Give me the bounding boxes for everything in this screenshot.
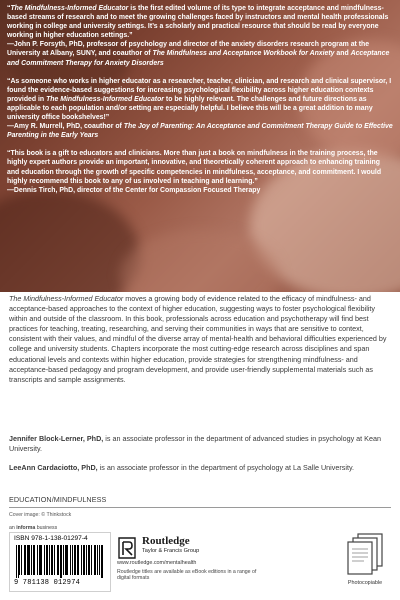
endorsement-quote <box>7 149 393 194</box>
attribution-segment: and <box>334 50 351 58</box>
attribution-segment: —Amy R. Murrell, PhD, coauthor of <box>7 123 124 131</box>
quote-segment: The Mindfulness-Informed Educator <box>10 5 129 12</box>
publisher-group: Taylor & Francis Group <box>142 548 200 554</box>
isbn-number: ISBN 978-1-138-01297-4 <box>14 535 88 542</box>
barcode-bar <box>19 545 20 575</box>
photocopiable-badge <box>338 530 392 590</box>
author-bio <box>9 434 393 454</box>
barcode-bar <box>24 545 25 575</box>
quote-segment: to be highly relevant. The challenges and future directions as applicable to each population and/or setting are especially helpful. I believe this will be a great addition to many university office bookshelves!” <box>7 95 373 122</box>
quote-segment: “This book is a gift to educators and clinicians. More than just a book on mindfulness in the training process, the highly expert authors provide an important, innovative, and theoretically coherent approach to enhancing training and education through the growth of specific competencies in mindfulness, acceptance, and commitment. I would highly recommend this book to any of us involved in teaching and learning.” <box>7 150 382 185</box>
divider-rule <box>9 507 391 508</box>
attribution-segment: —Dennis Tirch, PhD, director of the Center for Compassion Focused Therapy <box>7 186 261 194</box>
barcode-bar <box>65 545 66 575</box>
attribution-segment: The Joy of Parenting: An Acceptance and Commitment Therapy Guide to Effective Parenting in the Early Years <box>7 123 393 140</box>
endorsement-quotes <box>7 4 393 204</box>
publisher-url[interactable]: www.routledge.com/mentalhealth <box>117 560 197 566</box>
endorsement-quote <box>7 77 393 141</box>
barcode-bar <box>52 545 53 575</box>
description-body: moves a growing body of evidence related to the efficacy of mindfulness- and acceptance-based approaches to the context of higher education, suggesting ways to foster psychological flexibility within and outside of the classroom. In this book, professionals across education and psychotherapy will find best practices for teaching, treating, researching, and serving their communities in ways that are sensitive to context, consistent with their values, and mindful of the diverse array of mental-health and behavioral difficulties experienced by college and university students. Chapters incorporate the most cutting-edge research across disciplines and span educational levels and contexts within higher education, provide strategies for strengthening mindfulness- and acceptance-based pedagogy and program development, and provide user-friendly supplemental materials such as transcripts and sample assignments. <box>9 294 387 384</box>
endorsement-quote <box>7 4 393 68</box>
attribution-segment: Acceptance and Commitment Therapy for Anxiety Disorders <box>7 50 390 67</box>
informa-suffix: business <box>35 525 58 531</box>
barcode-bar <box>70 545 71 575</box>
barcode-bar <box>72 545 73 575</box>
quote-segment: “As someone who works in higher educator as a researcher, teacher, clinician, and research and clinical supervisor, I found the evidence-based suggestions for increasing psychological flexibility across higher education contexts provided in <box>7 77 392 103</box>
barcode-bar <box>34 545 35 575</box>
quote-attribution <box>7 122 393 140</box>
attribution-segment: —John P. Forsyth, PhD, professor of psychology and director of the anxiety disorders research program at the University at Albany, SUNY, and coauthor of <box>7 41 370 58</box>
author-bio-text: is an associate professor in the department of psychology at La Salle University. <box>97 463 355 472</box>
barcode-bar <box>25 545 26 575</box>
barcode-bar <box>88 545 89 575</box>
cover-image-credit: Cover image: © Thinkstock <box>9 512 72 518</box>
barcode-bar <box>77 545 78 575</box>
publisher-name: Routledge <box>142 535 190 547</box>
quote-text <box>7 149 393 185</box>
barcode-bar <box>49 545 50 575</box>
barcode-bar <box>61 545 62 578</box>
quote-attribution <box>7 40 393 67</box>
barcode-bar <box>33 545 34 575</box>
barcode-bar <box>58 545 59 575</box>
barcode-bar <box>41 545 42 575</box>
barcode-bar <box>51 545 52 575</box>
barcode-bar <box>66 545 67 575</box>
quote-attribution <box>7 186 393 195</box>
barcode-bar <box>91 545 92 575</box>
barcode-bar <box>74 545 75 575</box>
informa-brand: informa <box>16 525 36 531</box>
barcode-bar <box>21 545 22 575</box>
quote-segment: The Mindfulness-Informed Educator <box>46 95 164 103</box>
ean-number: 9 781138 012974 <box>14 579 81 587</box>
barcode-bar <box>44 545 45 575</box>
quote-text <box>7 77 393 122</box>
photo-shadow <box>0 190 140 292</box>
subject-category: EDUCATION/MINDFULNESS <box>9 495 107 504</box>
barcode-bar <box>39 545 40 575</box>
barcode-bar <box>46 545 47 575</box>
author-bio <box>9 463 393 473</box>
barcode-bar <box>89 545 90 575</box>
routledge-logo-icon <box>117 537 137 559</box>
barcode-bar <box>54 545 55 575</box>
barcode-bar <box>102 545 103 578</box>
barcode-bar <box>60 545 61 578</box>
description-book-title: The Mindfulness-Informed Educator <box>9 294 124 303</box>
description-section <box>0 292 400 600</box>
attribution-segment: The Mindfulness and Acceptance Workbook for Anxiety <box>152 50 335 58</box>
barcode-bar <box>94 545 95 575</box>
quote-text <box>7 4 393 40</box>
barcode-bar <box>16 545 17 578</box>
barcode-bar <box>67 545 68 575</box>
barcode-bar <box>27 545 28 575</box>
barcode-bar <box>18 545 19 578</box>
barcode-bar <box>75 545 76 575</box>
isbn-barcode <box>9 532 111 592</box>
barcode-bar <box>78 545 79 575</box>
author-name: Jennifer Block-Lerner, PhD, <box>9 434 104 443</box>
barcode-bar <box>47 545 48 575</box>
barcode-bar <box>31 545 32 575</box>
author-bio-text: is an associate professor in the department of advanced studies in psychology at Kean University. <box>9 434 381 454</box>
barcode-bar <box>97 545 98 575</box>
barcode-bar <box>40 545 41 575</box>
barcode-bar <box>81 545 82 575</box>
quote-segment: “ <box>7 5 11 12</box>
barcode-bar <box>63 545 64 575</box>
barcode-bar <box>99 545 100 575</box>
barcode-bars <box>16 545 104 578</box>
barcode-bar <box>86 545 87 575</box>
barcode-bar <box>101 545 102 578</box>
photocopy-pages-icon <box>338 530 392 580</box>
author-name: LeeAnn Cardaciotto, PhD, <box>9 463 98 472</box>
barcode-bar <box>95 545 96 575</box>
quote-segment: is the first edited volume of its type to integrate acceptance and mindfulness-based streams of research and to meet the growing challenges faced by instructors and mental health professionals working in college and university settings. It’s a scholarly and practical resource that should be read by everyone working in higher education settings.” <box>7 5 389 40</box>
barcode-bar <box>84 545 85 575</box>
book-description <box>9 294 393 385</box>
cover-photo-band <box>0 0 400 292</box>
informa-prefix: an <box>9 525 17 531</box>
barcode-bar <box>83 545 84 575</box>
ebook-note: Routledge titles are available as eBook editions in a range of digital formats <box>117 569 257 582</box>
barcode-bar <box>57 545 58 575</box>
barcode-bar <box>37 545 38 575</box>
photocopiable-label: Photocopiable <box>347 580 383 586</box>
barcode-bar <box>28 545 29 575</box>
barcode-bar <box>29 545 30 575</box>
informa-business-tag <box>9 525 57 531</box>
publisher-block <box>117 535 287 585</box>
